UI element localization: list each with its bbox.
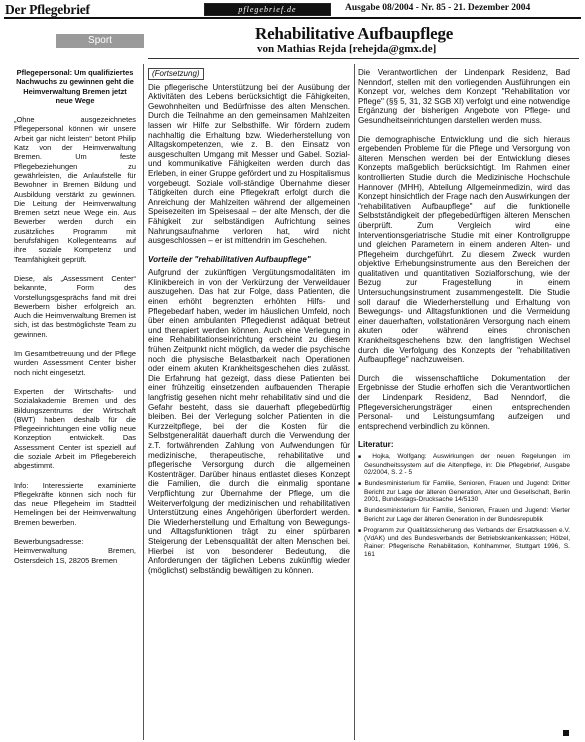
body-paragraph: Die pflegerische Unterstützung bei der Ausübung der Aktivitäten des Lebens berücksichtigt die Fähigkeiten, Gewohnheiten und Bedürfnisse des alten Menschen. Durch die Teilnahme an den gemeinsamen Mahlzeiten lassen wir Hilfe zur Selbsthilfe. Wir fördern zudem nachhaltig die Erhaltung bzw. Wiederherstellung von Alltagskompetenzen, wie z. B. den Einsatz von ausgeschulten Umgang mit Messer und Gabel. Sozial- und kommunikative Fähigkeiten werden durch das Erleben, in einer Gruppe gefördert und zu Hospitalismus vorgebeugt. Soziale voll-ständige Übernahme dieser Tätigkeiten durch eine Pflegekraft erfolgt durch die Anreichung der Mahlzeiten während der allgemeinen Speisezeiten im Speisesaal – der alte Mensch, der die Fähigkeit zur selbständigen Aufrichtung seines Nahrungsaufnahme verloren hat, wird nicht ausgeschlossen – er ist mittendrin im Geschehen. (148, 82, 351, 246)
sidebar-paragraph: Bewerbungsadresse: Heimverwaltung Bremen, Ostersdeich 1S, 28205 Bremen (14, 537, 136, 565)
sidebar-paragraph: Info: Interessierte examinierte Pflegekräfte können sich noch für das neue Pflegeheim im Stadtteil Hemelingen bei der Heimverwaltung Bremen bewerben. (14, 480, 136, 527)
column-divider (354, 64, 355, 740)
literature-heading: Literatur: (358, 440, 394, 450)
literature-item: ■ Programm zur Qualitätssicherung des Verbands der Ersatzkassen e.V. (VdAK) und des Bundesverbands der Betriebskrankenkassen; Hölzel, Rainer: Pflegerische Rehabilitation, Kohlhammer, Stuttgart 1996, S. 161 (358, 527, 570, 559)
rubric-label: Sport (56, 34, 144, 48)
sidebar-article (14, 68, 136, 575)
literature-item: ■ Bundesministerium für Familie, Senioren, Frauen und Jugend: Vierter Bericht zur Lage der älteren Generation in der Bundesrepublik (358, 507, 570, 523)
article-byline: von Mathias Rejda [rehejda@gmx.de] (257, 43, 437, 55)
body-paragraph: Die Verantwortlichen der Lindenpark Residenz, Bad Nenndorf, stellen mit den vorliegenden Ausführungen ein Konzept vor, welches dem Konzept "Rehabilitation vor Pflege" (§§ 5, 31, 32 SGB XI) verfolgt und eine notwendige Ergänzung der bisherigen Angebote von Pflege- und Gesundheitseinrichtungen darstellen werden muss. (358, 68, 570, 125)
sidebar-paragraph: Diese, als „Assessment Center“ bekannte, Form des Vorstellungsgesprächs fand mit drei Bewerbern bisher erfolgreich an. Auch die Heimverwaltung Bremen ist sich, ist das bestmöglichste Team zu gewinnen. (14, 273, 136, 339)
issue-line: Ausgabe 08/2004 - Nr. 85 - 21. Dezember 2004 (345, 3, 531, 13)
body-paragraph: Aufgrund der zukünftigen Vergütungsmodalitäten im Klinikbereich in von der Verkürzung der Verweildauer auszugehen. Das hat zur Folge, dass Patienten, die einen erhöht begrenzten erhöhten Hilfs- und Pflegebedarf haben, weder im häuslichen Umfeld, noch über einen ambulanten Pflegedienst adäquat betreut und therapiert werden können. Auch eine Verlegung in eine Rehabilitationseinrichtung erscheint zu diesem frühen Zeitpunkt nicht möglich, da weder die psychische noch die physische Belastbarkeit nach Operationen oder einem akuten Krankheitsgeschehen dies zulässt. Die Erfahrung hat gezeigt, dass diese Patienten bei einer frühzeitig einsetzenden aufbauenden Therapie langfristig gesehen nicht mehr rehabilitativ sind und die Gefahr besteht, dass sie dauerhaft pflegebedürftig bleiben. Bei der Verlegung solcher Patienten in die Kurzzeitpflege, bei der die Kosten für die Selbstgeneralität dauerhaft durch die Verwendung der z.T. fortwährenden Zahlung von Aufwendungen für medizinische, therapeutische, rehabilitative und pflegerische Versorgung durch die allgemeinen Kostenträger. Darüber hinaus entlastet dieses Konzept die Familien, die durch die einmalig spontane Verpflichtung zur Übernahme der Pflege, um die Weiterverfolgung der medizinischen und rehabilitativen Unterstützung eines Angehörigen überfordert werden. Die Wiederherstellung und Erhaltung von Bewegungs- und Alltagsfunktionen trägt zu einer spürbaren Steigerung der Lebensqualität der alten Menschen bei. Hierbei ist von besonderer Bedeutung, die Anforderungen der täglichen Lebens zukünftig wieder (möglichst) selbständig bewältigen zu können. (148, 268, 350, 575)
main-column-right (358, 68, 570, 561)
end-of-article-mark (563, 730, 569, 736)
literature-item: ■ Bundesministerium für Familie, Senioren, Frauen und Jugend: Dritter Bericht zur Lage der älteren Generation, Alter und Gesellschaft, Berlin 2001, Bundestags-Drucksache 14/5130 (358, 480, 570, 504)
section-heading: Vorteile der "rehabilitativen Aufbaupflege" (148, 254, 311, 264)
column-divider (143, 64, 144, 740)
title-rule (148, 58, 579, 59)
sidebar-paragraph: „Ohne ausgezeichnetes Pflegepersonal können wir unsere Arbeit gar nicht leisten“ betont Philip Katz von der Heimverwaltung Bremen. Um feste Pflegebeziehungen zu gewährleisten, die Anlaufstelle für Bewohner in Bremen Bildung und Ausbildung verstärkt zu gewinnen. Die Leitung der Heimverwaltung Bremen setzt neue Wege ein. Aus Bewerber werden durch ein zusätzliches Programm mit berufsfähigen Kollegenteams auf ihre soziale Kompetenz und Teamfähigkeit geprüft. (14, 115, 136, 264)
body-paragraph: Durch die wissenschaftliche Dokumentation der Ergebnisse der Studie erhoffen sich die Verantwortlichen der Lindenpark Residenz, Bad Nenndorf, die Pflegeversicherungsträger einen entsprechenden Personal- und Leistungsumfang aufzeigen und entsprechend verbindlich zu können. (358, 373, 570, 431)
article-title: Rehabilitative Aufbaupflege (255, 24, 454, 43)
sidebar-paragraph: Im Gesamtbetreuung und der Pflege wurden Assessment Center bisher noch nicht eingesetzt. (14, 349, 136, 377)
sidebar-heading: Pflegepersonal: Um qualifiziertes Nachwuchs zu gewinnen geht die Heimverwaltung Bremen jetzt neue Wege (16, 68, 134, 105)
sidebar-paragraph: Experten der Wirtschafts- und Sozialakademie Bremen und des Bildungszentrums der Wirtschaft (BWT) haben deshalb für die Pflegeeinrichtungen eine völlig neue Konzeption entwickelt. Das Assessment Center ist speziell auf die soziale Arbeit im Pflegebereich abgestimmt. (14, 386, 136, 471)
literature-item: ■ Hojka, Wolfgang: Auswirkungen der neuen Regelungen im Gesundheitssystem auf die Altenpflege, in: Die Pflegebrief, Ausgabe 02/2004, S. 2 - 5 (358, 453, 570, 477)
main-column-left (148, 68, 350, 584)
masthead: Der Pflegebrief (5, 2, 90, 17)
body-paragraph: Die demographische Entwicklung und die sich hieraus ergebenden Probleme für die Pflege und Versorgung von älteren Menschen werden bei der Entwicklung dieses Konzepts maßgeblich berücksichtigt. Im Rahmen einer kontrollierten Studie durch die Medizinische Hochschule Hannover (MHH), Abteilung Allgemeinmedizin, wird das Konzept hinsichtlich der Frage nach den Auswirkungen der "rehabilitativen Aufbaupflege" auf die funktionelle Selbstständigkeit der pflegebedürftigen älteren Menschen überprüft. Zum Vergleich wird eine Interventionsgeriatrische Studie mit einer Kontrollgruppe und gleichen Parametern in einem anderen Alten- und Pflegeheim durchgeführt. Zu diesem Zweck wurden objektive Erhebungsinstrumente aus den Bereichen der qualitativen und quantitativen Sozialforschung, wie der Bezug zur Fragestellung in einem Untersuchungsinstrument zusammengestellt. Die Studie soll darauf die Wiederherstellung und Erhaltung von Bewegungs- und Alltagsfunktionen und die Vermeidung einer dauerhaften, vollstationären Versorgung nach einem akuten oder während eines chronischen Krankheitsgeschehens bzw. den langfristigen Wechsel durch die Verfolgung des Konzepts der "rehabilitativen Aufbaupflege" nachzuweisen. (358, 134, 570, 365)
continuation-label: (Fortsetzung) (148, 68, 204, 80)
publication-logo: pflegebrief.de (204, 3, 331, 16)
header-rule (4, 17, 581, 19)
